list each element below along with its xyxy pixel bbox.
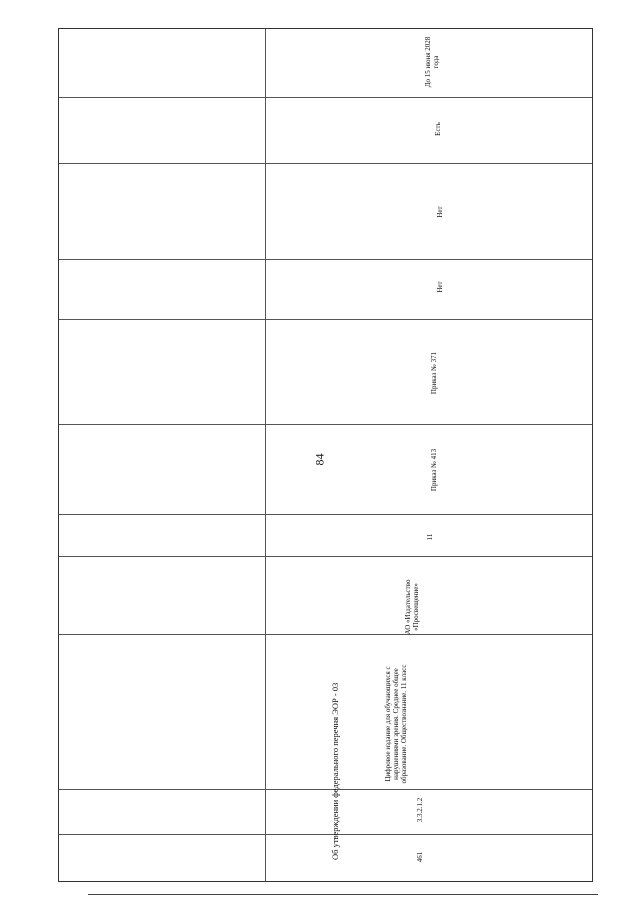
row-divider [59, 319, 592, 320]
bottom-rule [88, 894, 598, 895]
publisher-cell: АО «Издательство «Просвещение» [404, 579, 421, 635]
order-1-cell: Приказ № 413 [430, 448, 438, 492]
flag-2-cell: Нет [436, 206, 444, 218]
title-cell: Цифровое издание для обучающихся с нарушениями зрения. Среднее общее образование. Обществознание. 11 класс [384, 664, 409, 784]
row-divider [59, 634, 592, 635]
row-divider [59, 514, 592, 515]
deadline-cell: До 15 июня 2028 года [424, 36, 441, 88]
code-cell: 3.3.2.1.2 [416, 797, 424, 823]
description-cell [262, 661, 276, 761]
order-2-cell: Приказ № 371 [430, 351, 438, 395]
index-cell: 461 [416, 851, 424, 863]
row-divider [59, 834, 592, 835]
row-divider [59, 259, 592, 260]
page-number: 84 [312, 453, 327, 466]
row-divider [59, 97, 592, 98]
row-divider [59, 424, 592, 425]
row-divider [59, 789, 592, 790]
document-table [58, 28, 593, 882]
flag-1-cell: Нет [436, 281, 444, 293]
grade-cell: 11 [426, 533, 434, 541]
document-footer: Об утверждении федерального перечня ЭОР - 03 [330, 682, 340, 860]
flag-3-cell: Есть [434, 122, 442, 136]
row-divider [59, 163, 592, 164]
row-divider [59, 556, 592, 557]
